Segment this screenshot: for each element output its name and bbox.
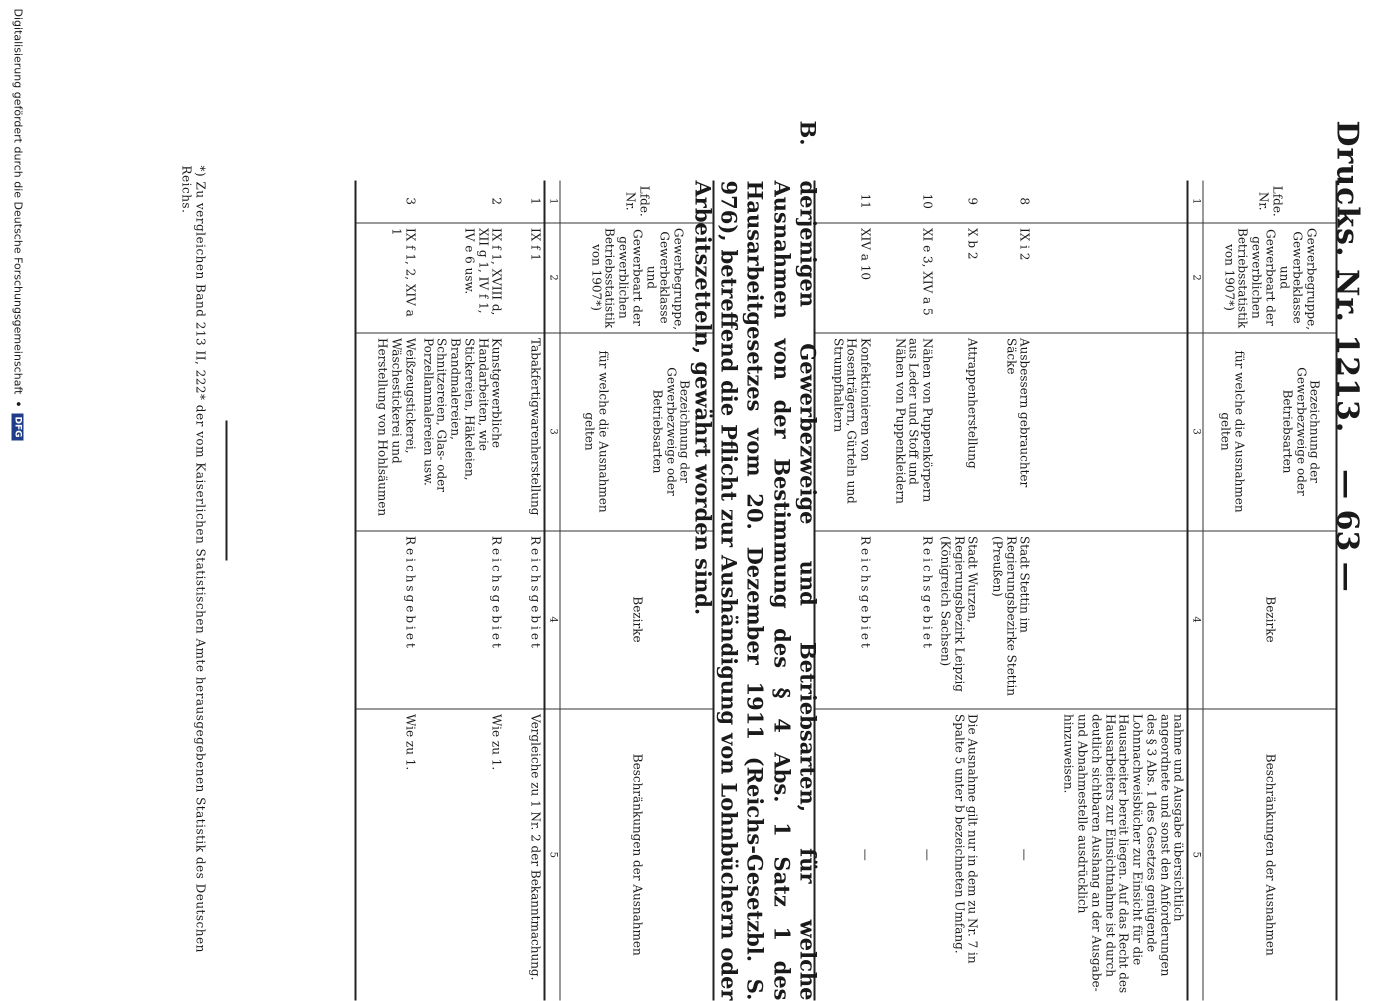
col-number: 1 [545, 181, 560, 223]
header-lfde-nr: Lfde. Nr. [1203, 181, 1337, 223]
row-bezeichnung: Attrappenherstellung [936, 333, 981, 531]
table-row [981, 181, 1033, 1001]
row-bezirk: Reichsgebiet [815, 531, 874, 709]
row-bezeichnung: Ausbessern gebrauchter Säcke [981, 333, 1033, 531]
row-beschraenkung: Wie zu 1. [418, 709, 505, 1001]
header-bezeichnung-label: Bezeichnung der Gewerbezweige oder Betriebsarten [1280, 367, 1322, 496]
table-row [418, 181, 505, 1001]
row-bezirk: Reichsgebiet [418, 531, 505, 709]
row-gewerbe: IX i 2 [981, 223, 1033, 333]
header-beschraenkungen: Beschränkungen der Ausnahmen [560, 709, 714, 1001]
row-bezeichnung: Tabakfertigwarenherstellung [505, 333, 545, 531]
header-lfde-nr: Lfde. Nr. [560, 181, 714, 223]
col-number: 5 [545, 709, 560, 1001]
divider [226, 421, 228, 561]
table-row [355, 181, 418, 1001]
col-number: 3 [545, 333, 560, 531]
row-number: 10 [920, 193, 935, 209]
dfg-logo: DFG [12, 413, 24, 440]
table-header-row [1203, 181, 1337, 1001]
exceptions-table-b [354, 181, 714, 1001]
table-row [815, 181, 874, 1001]
exceptions-table-a [814, 181, 1338, 1001]
scanned-page [0, 1, 1383, 1001]
row-beschraenkung: Wie zu 1. [355, 709, 418, 1001]
row-beschraenkung: — [874, 709, 936, 1001]
continuation-text: nahme und Ausgabe übersichtlich angeordnete und sonst den Anforderungen des § 3 Abs. 1 des Gesetzes genügende Lohnnachweisbücher zur Einsicht für die Hausarbeiter bereit liegen. Auf das Recht des Hausarbeiters zur Einsichtnahme ist durch deutlich sichtbaren Aushang an der Ausgabe- und Abnahmestelle ausdrücklich hinzuweisen. [1033, 709, 1188, 1001]
row-bezirk: Stadt Stettin im Regierungsbezirke Stettin (Preußen) [981, 531, 1033, 709]
section-letter: B. [795, 120, 821, 146]
digitization-notice [12, 9, 25, 441]
section-b-text: derjenigen Gewerbezweige und Betriebsarten, für welche Ausnahmen von der Bestimmung des § 4 Abs. 1 Satz 1 des Hausarbeitgesetzes vom 20. Dezember 1911 (Reichs-Gesetzbl. S. 976), betreffend die Pflicht zur Aushändigung von Lohnbüchern oder Arbeitszetteln, gewährt worden sind. [690, 180, 821, 1001]
separator-dot: • [11, 400, 25, 408]
col-number: 5 [1188, 709, 1203, 1001]
row-beschraenkung: Vergleiche zu 1 Nr. 2 der Bekanntmachung. [505, 709, 545, 1001]
row-gewerbe: XI e 3, XIV a 5 [874, 223, 936, 333]
col-number: 2 [1188, 223, 1203, 333]
row-number: 8 [1018, 197, 1032, 206]
header-beschraenkungen: Beschränkungen der Ausnahmen [1203, 709, 1337, 1001]
footnote: *) Zu vergleichen Band 213 II, 222* der vom Kaiserlichen Statistischen Amte herausgegebenen Statistik des Deutschen Reichs. [179, 165, 208, 953]
continuation-row [1033, 181, 1188, 1001]
row-bezeichnung: Nähen von Puppenkörpern aus Leder und Stoff und Nähen von Puppenkleidern [874, 333, 936, 531]
row-bezirk: Stadt Wurzen, Regierungsbezirk Leipzig (Königreich Sachsen) [936, 531, 981, 709]
col-number: 4 [545, 531, 560, 709]
row-gewerbe: IX f 1, XVIII d, XII g 1, IV f 1, IV e 6 usw. [418, 223, 505, 333]
header-bezeichnung-label: Bezeichnung der Gewerbezweige oder Betriebsarten [650, 367, 692, 496]
header-span-label: für welche die Ausnahmen gelten [582, 350, 611, 513]
digitization-text: Digitalisierung gefördert durch die Deutsche Forschungsgemeinschaft [11, 8, 25, 395]
row-beschraenkung: Die Ausnahme gilt nur in dem zu Nr. 7 in Spalte 5 unter b bezeichneten Umfang. [936, 709, 981, 1001]
row-bezirk: Reichsgebiet [505, 531, 545, 709]
row-gewerbe: IX f 1, 2, XIV a 1 [355, 223, 418, 333]
row-number: 3 [355, 181, 418, 223]
row-beschraenkung: — [815, 709, 874, 1001]
row-number: 11 [815, 181, 874, 223]
row-bezeichnung: Weißzeugstickerei, Wäschestickerei und Herstellung von Hohlsäumen [355, 333, 418, 531]
table-row [505, 181, 545, 1001]
column-number-row [1188, 181, 1203, 1001]
row-bezeichnung: Konfektionieren von Hosenträgern, Gürteln und Strumpfhaltern [815, 333, 874, 531]
row-number: 9 [966, 197, 980, 206]
table-row [874, 181, 936, 1001]
header-bezirke: Bezirke [560, 531, 714, 709]
row-bezeichnung: Kunstgewerbliche Handarbeiten, wie Stickereien, Häkeleien, Brandmalereien, Schnitzereien, Glas- oder Porzellanmalereien usw. [418, 333, 505, 531]
document-number: Drucks. Nr. 1213. [1329, 120, 1365, 434]
header-span-label: für welche die Ausnahmen gelten [1218, 350, 1247, 513]
header-bezeichnung [1203, 333, 1337, 531]
row-number: 2 [490, 197, 504, 206]
col-number: 3 [1188, 333, 1203, 531]
col-number: 1 [1188, 181, 1203, 223]
header-bezeichnung [560, 333, 714, 531]
header-gewerbe: Gewerbegruppe, Gewerbeklasse und Gewerbeart der gewerblichen Betriebsstatistik von 1907*) [560, 223, 714, 333]
table-row [936, 181, 981, 1001]
table-header-row [560, 181, 714, 1001]
row-bezirk: Reichsgebiet [355, 531, 418, 709]
col-number: 4 [1188, 531, 1203, 709]
header-bezirke: Bezirke [1203, 531, 1337, 709]
row-gewerbe: X b 2 [936, 223, 981, 333]
row-beschraenkung: — [981, 709, 1033, 1001]
header-gewerbe: Gewerbegruppe, Gewerbeklasse und Gewerbeart der gewerblichen Betriebsstatistik von 1907*) [1203, 223, 1337, 333]
column-number-row [545, 181, 560, 1001]
col-number: 2 [545, 223, 560, 333]
row-bezirk: Reichsgebiet [874, 531, 936, 709]
row-gewerbe: XIV a 10 [815, 223, 874, 333]
row-gewerbe: IX f 1 [505, 223, 545, 333]
row-number: 1 [529, 197, 543, 206]
page-number: — 63 — [1329, 469, 1365, 592]
